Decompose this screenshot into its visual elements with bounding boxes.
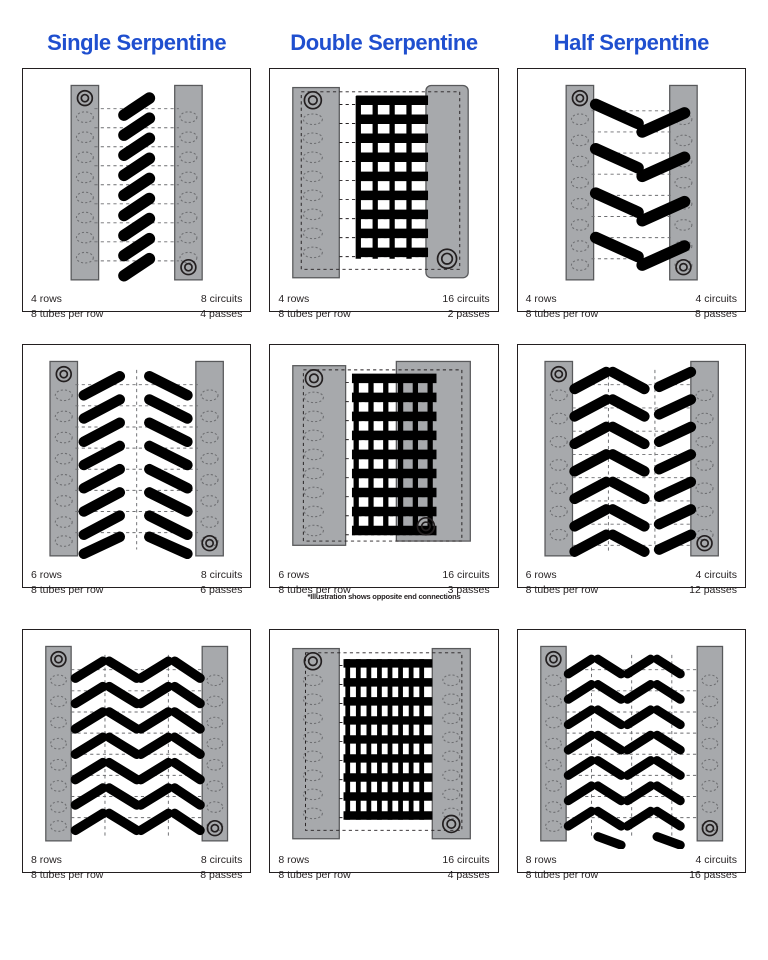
spec-circuits: 16 circuits: [442, 569, 490, 582]
spec-circuits: 16 circuits: [442, 293, 490, 306]
spec-circuits: 4 circuits: [695, 854, 737, 867]
diagram-card: [269, 344, 498, 596]
cell-double-4row: [269, 68, 498, 320]
spec-passes: 3 passes: [447, 583, 490, 596]
coil-svg: [278, 77, 489, 288]
spec-tubes: 8 tubes per row: [525, 307, 599, 320]
diagram-card: [22, 344, 251, 596]
spec-passes: 4 passes: [447, 868, 490, 881]
cell-single-6row: [22, 344, 251, 601]
spec-rows: 6 rows: [278, 569, 310, 582]
coil-svg: [526, 77, 737, 288]
spec-tubes: 8 tubes per row: [31, 868, 104, 881]
diagram-card: [517, 344, 746, 596]
spec-block: [31, 853, 242, 881]
spec-block: [526, 292, 737, 320]
column-headers-row: [22, 30, 746, 68]
cell-single-8row: [22, 629, 251, 881]
spec-tubes: 8 tubes per row: [278, 868, 351, 881]
spec-passes: 6 passes: [200, 583, 243, 596]
diagram-card: [517, 629, 746, 881]
coil-svg: [526, 353, 737, 564]
coil-diagram-half-6row: [526, 353, 737, 564]
diagram-card: [269, 68, 498, 320]
spec-rows: 4 rows: [31, 293, 62, 306]
coil-diagram-single-6row: [31, 353, 242, 564]
spec-tubes: 8 tubes per row: [31, 307, 104, 320]
coil-svg: [526, 638, 737, 849]
spec-block: [278, 292, 489, 320]
diagram-card: [517, 68, 746, 320]
coil-diagram-half-4row: [526, 77, 737, 288]
spec-passes: 2 passes: [447, 307, 490, 320]
spec-passes: 8 passes: [694, 307, 737, 320]
spec-passes: 12 passes: [689, 583, 737, 596]
diagram-card: [22, 68, 251, 320]
spec-rows: 4 rows: [278, 293, 310, 306]
diagram-card: [22, 629, 251, 881]
spec-tubes: 8 tubes per row: [278, 583, 351, 596]
spec-circuits: 4 circuits: [695, 569, 737, 582]
coil-svg: [31, 77, 242, 288]
spec-block: [31, 568, 242, 596]
spec-circuits: 4 circuits: [695, 293, 737, 306]
spec-tubes: 8 tubes per row: [278, 307, 351, 320]
coil-svg: [31, 353, 242, 564]
spec-rows: 8 rows: [31, 854, 62, 867]
coil-diagram-double-4row: [278, 77, 489, 288]
coil-diagram-double-8row: [278, 638, 489, 849]
spec-rows: 6 rows: [525, 569, 557, 582]
spec-rows: 8 rows: [525, 854, 557, 867]
coil-svg: [278, 353, 489, 564]
spec-tubes: 8 tubes per row: [31, 583, 104, 596]
coil-svg: [31, 638, 242, 849]
cell-double-6row: [269, 344, 498, 601]
column-header-single: Single Serpentine: [47, 30, 227, 55]
spec-rows: 6 rows: [31, 569, 62, 582]
cell-half-4row: [517, 68, 746, 320]
diagram-grid: [22, 68, 746, 905]
cell-footnote: *Illustration shows opposite end connections: [307, 592, 461, 601]
column-header-double: Double Serpentine: [290, 30, 478, 55]
spec-tubes: 8 tubes per row: [525, 583, 599, 596]
spec-block: [526, 568, 737, 596]
spec-block: [526, 853, 737, 881]
cell-half-6row: [517, 344, 746, 601]
coil-diagram-half-8row: [526, 638, 737, 849]
cell-double-8row: [269, 629, 498, 881]
spec-circuits: 8 circuits: [200, 569, 243, 582]
spec-circuits: 8 circuits: [200, 293, 243, 306]
coil-diagram-single-4row: [31, 77, 242, 288]
spec-block: [278, 853, 489, 881]
spec-rows: 8 rows: [278, 854, 310, 867]
diagram-card: [269, 629, 498, 881]
spec-circuits: 8 circuits: [200, 854, 243, 867]
coil-diagram-single-8row: [31, 638, 242, 849]
cell-single-4row: [22, 68, 251, 320]
spec-circuits: 16 circuits: [442, 854, 490, 867]
coil-svg: [278, 638, 489, 849]
spec-rows: 4 rows: [525, 293, 557, 306]
column-header-half: Half Serpentine: [553, 30, 709, 55]
spec-tubes: 8 tubes per row: [525, 868, 599, 881]
spec-passes: 8 passes: [200, 868, 243, 881]
spec-passes: 4 passes: [200, 307, 243, 320]
cell-half-8row: [517, 629, 746, 881]
spec-passes: 16 passes: [689, 868, 737, 881]
coil-diagram-double-6row: [278, 353, 489, 564]
spec-block: [31, 292, 242, 320]
